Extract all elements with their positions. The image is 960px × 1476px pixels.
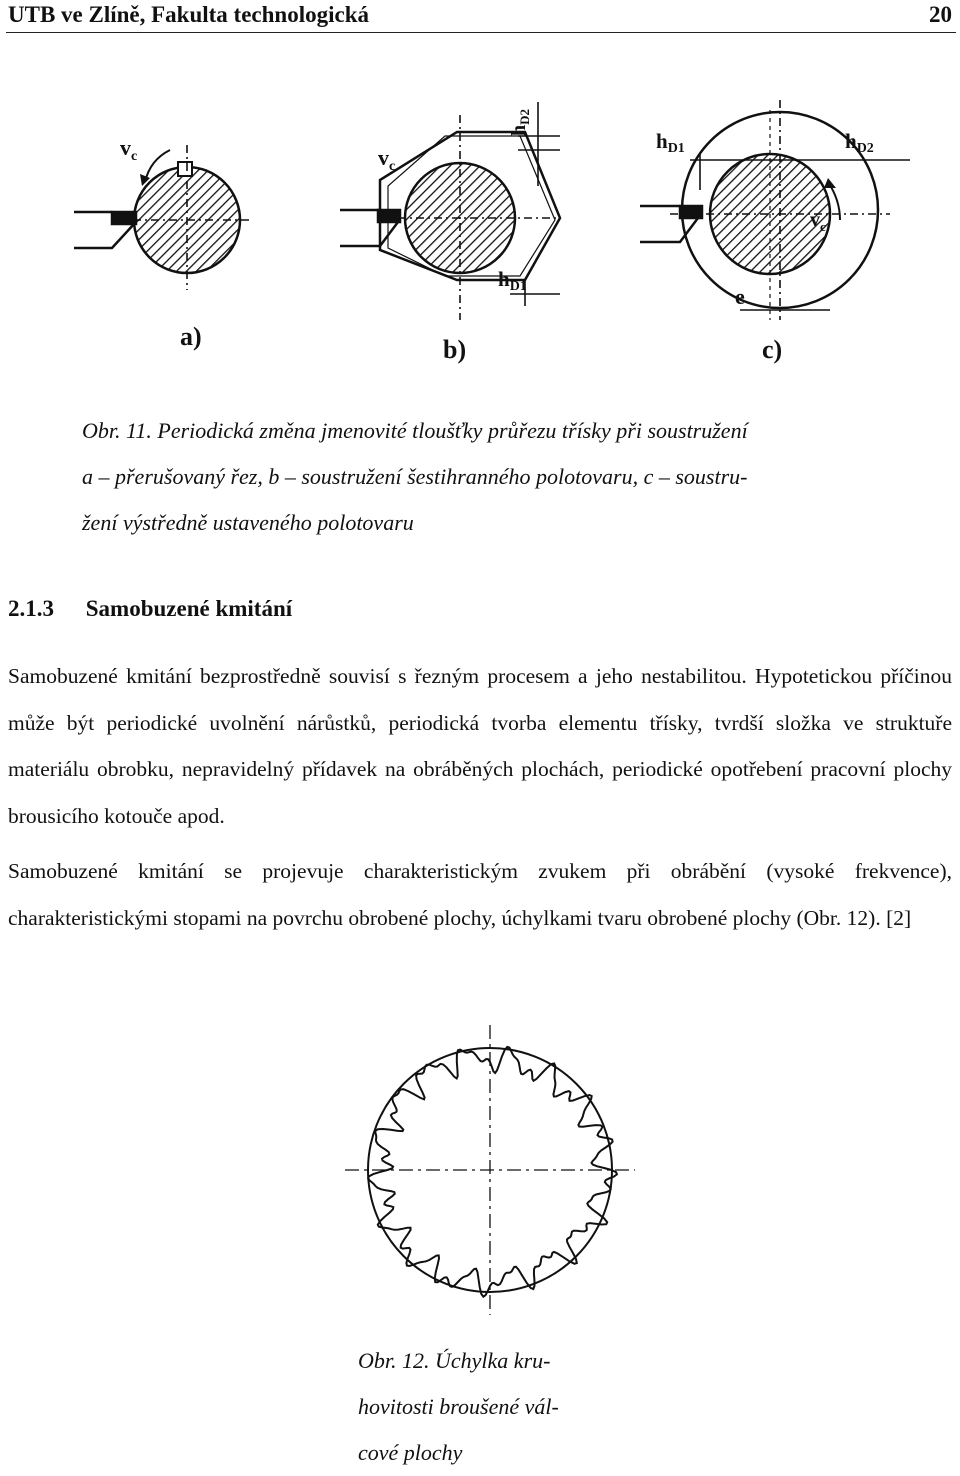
caption-line: hovitosti broušené vál- bbox=[358, 1394, 559, 1419]
section-heading bbox=[8, 596, 292, 622]
section-number: 2.1.3 bbox=[8, 596, 54, 621]
label-a: a) bbox=[180, 322, 202, 351]
figure-12-caption bbox=[358, 1338, 608, 1476]
caption-line: Obr. 11. Periodická změna jmenovité tloušťky průřezu třísky při soustružení bbox=[82, 418, 748, 443]
caption-line: a – přerušovaný řez, b – soustružení šestihranného polotovaru, c – soustru- bbox=[82, 464, 748, 489]
paragraph: Samobuzené kmitání se projevuje charakteristickým zvukem při obrábění (vysoké frekvence), charakteristickými stopami na povrchu obrobené plochy, úchylkami tvaru obrobené plochy (Obr. 12). [2] bbox=[8, 859, 952, 930]
hd2-label-c: hD2 bbox=[845, 129, 874, 156]
e-label-c: e bbox=[735, 284, 745, 309]
hd2-label-b: $h_{D2}$ bbox=[508, 108, 532, 136]
hd1-label-c: hD1 bbox=[656, 129, 685, 156]
figure-12-roundness-deviation bbox=[340, 1020, 640, 1320]
hd1-label-b: hD1 bbox=[498, 267, 527, 294]
caption-line: žení výstředně ustaveného polotovaru bbox=[82, 510, 414, 535]
page-header bbox=[6, 0, 956, 33]
figure-11a-interrupted-cut bbox=[74, 145, 250, 290]
paragraph: Samobuzené kmitání bezprostředně souvisí s řezným procesem a jeho nestabilitou. Hypotetickou příčinou může být periodické uvolnění nárůstků, periodická tvorba elementu třísky, tvrdší složka ve struktuře materiálu obrobku, nepravidelný přídavek na obráběných plochách, periodické opotřebení pracovní plochy brousicího kotouče apod. bbox=[8, 664, 952, 828]
label-c: c) bbox=[762, 335, 783, 364]
figure-11-turning-diagram bbox=[50, 90, 910, 380]
figure-11-caption bbox=[82, 408, 882, 546]
vc-label-a: $v_c$ bbox=[120, 135, 138, 164]
caption-line: cové plochy bbox=[358, 1440, 463, 1465]
page-number: 20 bbox=[929, 2, 952, 27]
header-title: UTB ve Zlíně, Fakulta technologická bbox=[8, 2, 369, 27]
section-title: Samobuzené kmitání bbox=[85, 596, 293, 621]
vc-label-b: $v_c$ bbox=[378, 145, 396, 174]
vc-label-c: $v_c$ bbox=[810, 209, 826, 234]
caption-line: Obr. 12. Úchylka kru- bbox=[358, 1348, 551, 1373]
label-b: b) bbox=[443, 335, 467, 364]
figure-11c-eccentric-stock bbox=[640, 100, 910, 320]
